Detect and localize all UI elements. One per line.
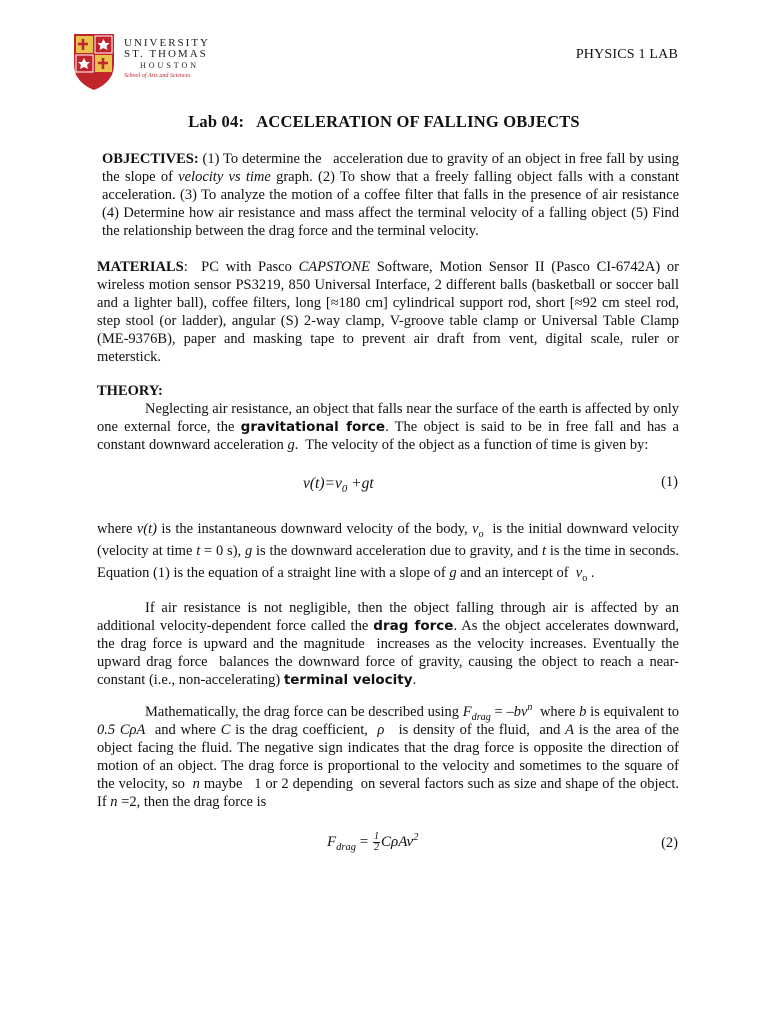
materials-heading: MATERIALS: [97, 259, 184, 275]
university-line2: ST. THOMAS: [124, 48, 208, 60]
p4-n: n: [527, 702, 533, 714]
p3-bold-2: terminal velocity: [283, 672, 413, 688]
theory-paragraph-3: [97, 599, 683, 689]
p2-g: g: [244, 543, 253, 559]
p4-Fsub: drag: [471, 711, 491, 723]
p4-b: b: [579, 704, 587, 720]
objectives-heading: OBJECTIVES:: [102, 151, 199, 167]
p2-v2: v: [575, 565, 583, 581]
eq2-superscript: 2: [413, 831, 419, 843]
p2-t2: t: [541, 543, 547, 559]
p3-bold: drag force: [373, 618, 454, 634]
theory-paragraph-4: [97, 702, 687, 811]
equation-2: [327, 832, 418, 853]
p1-g: g: [287, 437, 295, 453]
p2-text-c: is the initial downward velocity (velocity at time: [97, 521, 683, 559]
p2-text-a: where: [97, 521, 137, 537]
p3-text-a: If air resistance is not negligible, then the object falling through air is affected by an additional velocity-dependent force called the: [97, 600, 679, 634]
p4-bv: bv: [513, 704, 528, 720]
school-name: School of Arts and Sciences: [124, 73, 191, 79]
eq2-frac-numerator: 1: [373, 831, 379, 842]
eq2-frac-denominator: 2: [373, 842, 379, 853]
p2-text-f: is the time in seconds. Equation (1) is the equation of a straight line with a slope of: [97, 543, 687, 581]
p4-expr: 0.5 CρA: [97, 722, 146, 738]
p4-text-j: =2, then the drag force is: [117, 794, 267, 810]
p4-C: C: [220, 722, 231, 738]
p1-text-c: . The velocity of the object as a function of time is given by:: [294, 437, 649, 453]
eq1-part-a: v(t)=v: [303, 475, 342, 492]
p1-text-b: . The object is said to be in free fall and has a constant downward acceleration: [97, 419, 679, 453]
p4-text-a: Mathematically, the drag force can be described using: [145, 704, 463, 720]
p4-text-d: is equivalent to: [586, 704, 683, 720]
theory-paragraph-1: [97, 400, 679, 454]
p3-text-b: . As the object accelerates downward, the drag force is upward and the magnitude increases as the velocity increases. Eventually the upward drag force balances the downward force of gravity, causing the object to reach a near-constant (i.e., non-accelerating): [97, 618, 683, 688]
eq2-subscript: drag: [336, 841, 357, 853]
materials-text-2: Software, Motion Sensor II (Pasco CI-6742A) or wireless motion sensor PS3219, 850 Universal Interface, 2 different balls (basketball or soccer ball and a lighter ball), coffee filters, long [≈180 cm] cylindrical support rod, short [≈92 cm steel rod, step stool (or ladder), angular (S) 2-way clamp, V-groove table clamp or Universal Table Clamp (ME-9376B), paper and masking tape to prevent air draft from vent, digital scale, ruler or meterstick.: [97, 259, 679, 365]
p2-g2: g: [449, 565, 457, 581]
equation-2-number: (2): [661, 835, 678, 851]
p2-text-h: and an intercept of: [456, 565, 576, 581]
university-line3: HOUSTON: [140, 61, 200, 70]
p2-text-d: = 0 s),: [200, 543, 245, 559]
p2-v: v: [472, 521, 479, 537]
eq2-rest: CρAv: [380, 833, 414, 850]
p4-text-f: is the drag coefficient,: [230, 722, 378, 738]
objectives-text-1: (1) To determine the acceleration due to gravity of an object in free fall by using the slope of: [102, 151, 683, 185]
course-name: PHYSICS 1 LAB: [575, 47, 678, 62]
p4-text-i: maybe 1 or 2 depending on several factors such as size and shape of the object. If: [97, 776, 687, 810]
p2-text-i: .: [587, 565, 595, 581]
university-wordmark: [124, 38, 210, 82]
lab-title: Lab 04: ACCELERATION OF FALLING OBJECTS: [188, 112, 580, 131]
eq1-part-b: +gt: [347, 475, 374, 492]
p2-t: t: [196, 543, 201, 559]
theory-paragraph-2: [97, 518, 687, 584]
p2-text-e: is the downward acceleration due to gravity, and: [252, 543, 542, 559]
p1-text-a: Neglecting air resistance, an object that falls near the surface of the earth is affected by only one external force, the: [97, 401, 679, 435]
p4-text-h: is the area of the object facing the fluid. The negative sign indicates that the drag force is opposite the direction of motion of an object. The drag force is proportional to the velocity and sometimes to the square of the velocity, so: [97, 722, 687, 792]
p2-vt: v(t): [136, 521, 157, 537]
materials-emphasis: CAPSTONE: [298, 259, 371, 275]
p4-rho: ρ: [377, 722, 385, 738]
p4-text-e: and where: [145, 722, 221, 738]
p4-text-g: is density of the fluid, and: [384, 722, 566, 738]
objectives-emphasis: velocity vs time: [178, 169, 271, 185]
university-line1: UNIVERSITY: [124, 37, 210, 49]
eq2-fraction: [373, 832, 380, 853]
p2-vsub2: o: [582, 572, 588, 584]
theory-heading: THEORY:: [97, 383, 163, 399]
equation-1-number: (1): [661, 474, 678, 490]
p4-text-c: where: [532, 704, 580, 720]
p3-text-c: .: [412, 672, 417, 688]
p2-text-b: is the instantaneous downward velocity of the body,: [156, 521, 473, 537]
eq1-subscript: 0: [341, 483, 348, 496]
p1-bold: gravitational force: [240, 419, 386, 435]
equation-1: [303, 475, 374, 496]
materials-text-1: : PC with Pasco: [183, 259, 299, 275]
p4-text-b: = –: [490, 704, 514, 720]
p4-A: A: [565, 722, 574, 738]
objectives-paragraph: [102, 150, 683, 240]
eq2-equals: =: [356, 833, 372, 850]
p2-vsub: o: [478, 528, 484, 540]
p4-F: F: [462, 704, 472, 720]
eq2-F: F: [327, 833, 337, 850]
p4-nn: n: [192, 776, 200, 792]
p4-n2: n: [110, 794, 118, 810]
materials-paragraph: [97, 258, 679, 366]
objectives-text-2: graph. (2) To show that a freely falling object falls with a constant acceleration. (3) To analyze the motion of a coffee filter that falls in the presence of air resistance (4) Determine how air resistance and mass affect the terminal velocity of a falling object (5) Find the relationship between the drag force and the terminal velocity.: [102, 169, 679, 239]
